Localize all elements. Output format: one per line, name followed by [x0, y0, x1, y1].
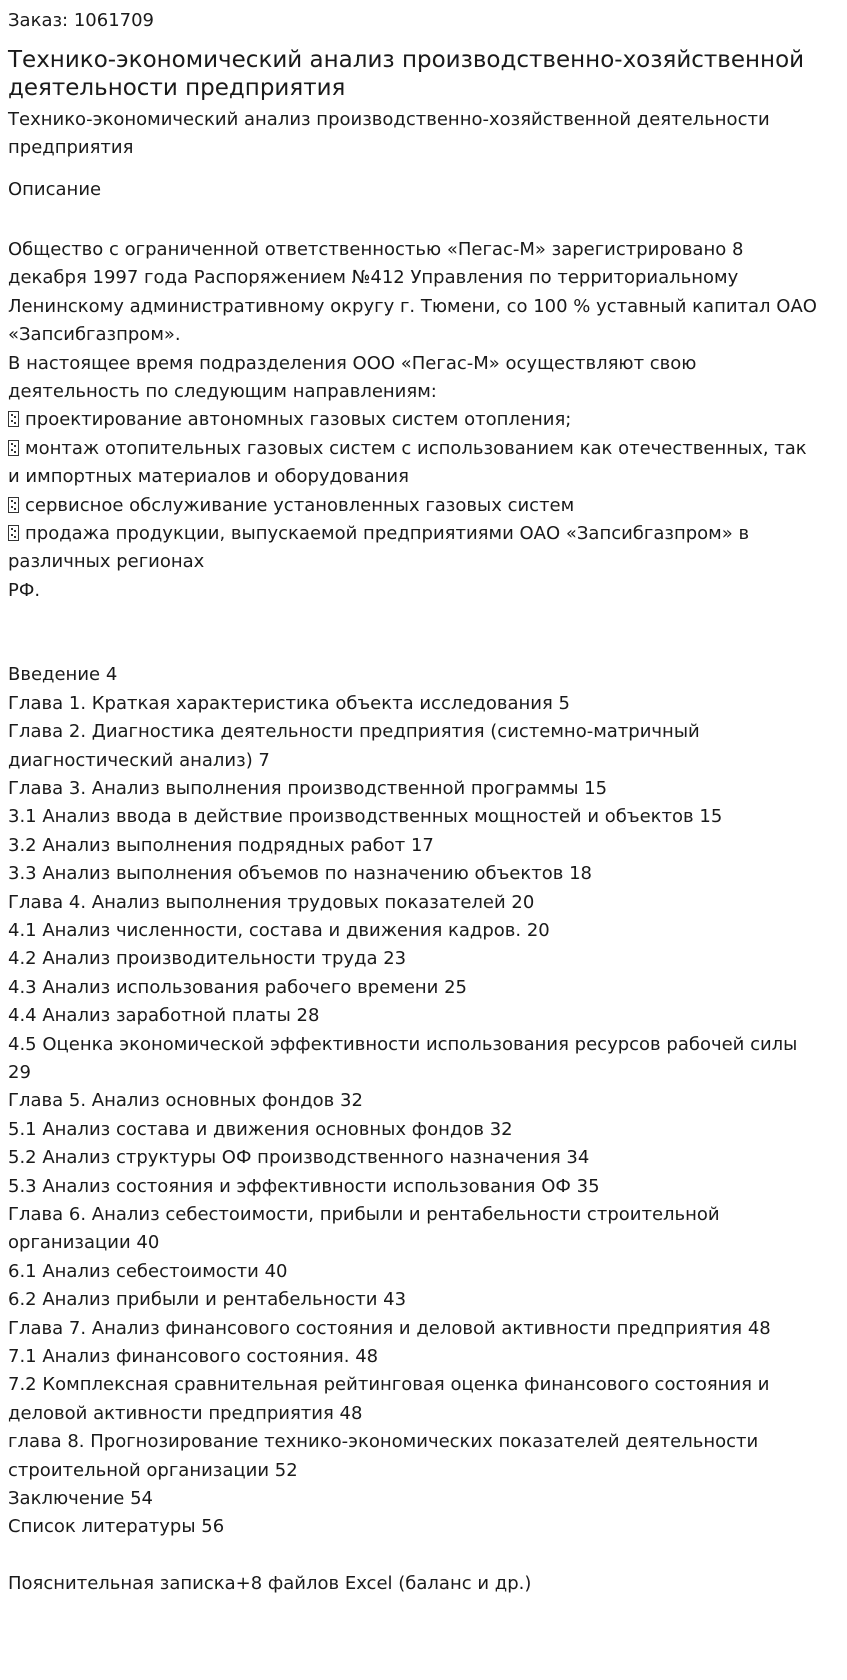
- toc-item: 4.2 Анализ производительности труда 23: [8, 948, 407, 970]
- bullet-text: сервисное обслуживание установленных газовых систем: [25, 494, 575, 516]
- bullet-item: [8, 520, 820, 577]
- toc-item: 4.4 Анализ заработной платы 28: [8, 1005, 320, 1027]
- toc-item: Глава 6. Анализ себестоимости, прибыли и рентабельности строительной организации 40: [8, 1204, 720, 1254]
- toc-item: 5.1 Анализ состава и движения основных фондов 32: [8, 1118, 513, 1140]
- toc-item: 3.3 Анализ выполнения объемов по назначению объектов 18: [8, 863, 592, 885]
- toc-item: Введение 4: [8, 664, 118, 686]
- toc-item: 4.1 Анализ численности, состава и движения кадров. 20: [8, 919, 550, 941]
- toc-item: 7.1 Анализ финансового состояния. 48: [8, 1346, 379, 1368]
- bullet-text: монтаж отопительных газовых систем с использованием как отечественных, так и импортных материалов и оборудования: [8, 437, 807, 488]
- toc-item: Глава 2. Диагностика деятельности предприятия (системно-матричный диагностический анализ) 7: [8, 721, 700, 771]
- description-label: Описание: [8, 179, 102, 200]
- toc-item: 3.1 Анализ ввода в действие производственных мощностей и объектов 15: [8, 806, 723, 828]
- missing-glyph-icon: [8, 497, 19, 513]
- missing-glyph-icon: [8, 525, 19, 541]
- toc-item: 4.3 Анализ использования рабочего времени 25: [8, 976, 468, 998]
- description-paragraph: В настоящее время подразделения ООО «Пегас-М» осуществляют свою деятельность по следующим направлениям:: [8, 352, 697, 403]
- toc-item: 6.1 Анализ себестоимости 40: [8, 1260, 288, 1282]
- toc-item: Глава 7. Анализ финансового состояния и деловой активности предприятия 48: [8, 1317, 771, 1339]
- toc-item: 5.2 Анализ структуры ОФ производственного назначения 34: [8, 1147, 590, 1169]
- page-subtitle: Технико-экономический анализ производственно-хозяйственной деятельности предприятия: [8, 109, 770, 158]
- table-of-contents: [8, 661, 820, 1542]
- page-title: Технико-экономический анализ производственно-хозяйственной деятельности предприятия: [8, 47, 805, 101]
- order-line: [8, 10, 820, 32]
- bullet-item: [8, 435, 820, 492]
- toc-item: 4.5 Оценка экономической эффективности использования ресурсов рабочей силы 29: [8, 1033, 798, 1083]
- toc-item: 3.2 Анализ выполнения подрядных работ 17: [8, 834, 434, 856]
- toc-item: глава 8. Прогнозирование технико-экономических показателей деятельности строительной организации 52: [8, 1431, 759, 1481]
- missing-glyph-icon: [8, 440, 19, 456]
- toc-item: Глава 4. Анализ выполнения трудовых показателей 20: [8, 891, 535, 913]
- footer-note: Пояснительная записка+8 файлов Excel (баланс и др.): [8, 1572, 532, 1594]
- bullet-item: [8, 406, 820, 434]
- bullet-text: продажа продукции, выпускаемой предприятиями ОАО «Запсибгазпром» в различных регионах: [8, 523, 750, 573]
- toc-item: Заключение 54: [8, 1488, 153, 1510]
- order-number: 1061709: [73, 10, 155, 31]
- bullet-item: [8, 492, 820, 520]
- bullet-text: проектирование автономных газовых систем отопления;: [25, 409, 572, 431]
- toc-item: 6.2 Анализ прибыли и рентабельности 43: [8, 1289, 407, 1311]
- toc-item: Глава 3. Анализ выполнения производственной программы 15: [8, 777, 608, 799]
- description-paragraph: Общество с ограниченной ответственностью «Пегас-М» зарегистрировано 8 декабря 1997 года Распоряжением №412 Управления по территориальному Ленинскому административному округу г. Тюмени, со 100 % уставный капитал ОАО «Запсибгазпром».: [8, 239, 817, 346]
- toc-item: Глава 5. Анализ основных фондов 32: [8, 1090, 363, 1112]
- description-body: [8, 236, 820, 605]
- order-label: Заказ:: [8, 10, 69, 31]
- toc-item: Список литературы 56: [8, 1516, 225, 1538]
- toc-item: 7.2 Комплексная сравнительная рейтинговая оценка финансового состояния и деловой активности предприятия 48: [8, 1374, 770, 1424]
- toc-item: 5.3 Анализ состояния и эффективности использования ОФ 35: [8, 1175, 600, 1197]
- toc-item: Глава 1. Краткая характеристика объекта исследования 5: [8, 692, 570, 714]
- missing-glyph-icon: [8, 411, 19, 427]
- description-tail: РФ.: [8, 579, 41, 601]
